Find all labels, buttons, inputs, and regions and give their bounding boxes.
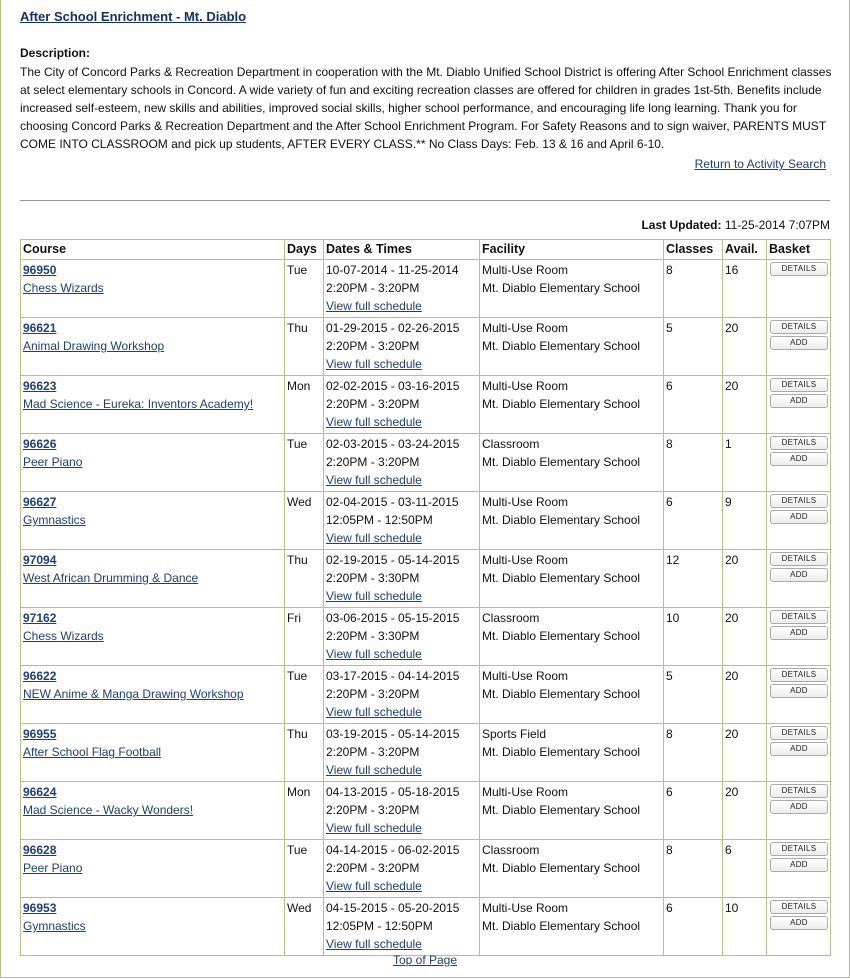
- date-range: 03-06-2015 - 05-15-2015: [326, 611, 460, 625]
- basket-cell: [767, 840, 831, 898]
- facility-school: Mt. Diablo Elementary School: [482, 281, 641, 295]
- view-schedule-link[interactable]: View full schedule: [326, 589, 422, 603]
- avail-cell: 6: [723, 840, 767, 898]
- basket-cell: [767, 898, 831, 956]
- course-cell: [21, 318, 285, 376]
- time-range: 2:20PM - 3:20PM: [326, 803, 420, 817]
- day-cell: Mon: [285, 782, 324, 840]
- table-header-row: [21, 240, 831, 260]
- table-row: [21, 782, 831, 840]
- classes-cell: 5: [664, 318, 723, 376]
- dates-cell: [324, 666, 480, 724]
- column-header-avail: Avail.: [723, 240, 767, 260]
- dates-cell: [324, 724, 480, 782]
- table-row: [21, 550, 831, 608]
- time-range: 12:05PM - 12:50PM: [326, 919, 433, 933]
- course-cell: [21, 782, 285, 840]
- basket-cell: [767, 550, 831, 608]
- avail-cell: 10: [723, 898, 767, 956]
- course-name-link[interactable]: Mad Science - Wacky Wonders!: [23, 803, 194, 817]
- basket-cell: [767, 434, 831, 492]
- time-range: 2:20PM - 3:30PM: [326, 629, 420, 643]
- course-cell: [21, 550, 285, 608]
- date-range: 02-19-2015 - 05-14-2015: [326, 553, 460, 567]
- details-button[interactable]: DETAILS: [770, 900, 828, 914]
- facility-cell: [480, 724, 664, 782]
- course-number-link[interactable]: 96953: [23, 901, 57, 915]
- facility-school: Mt. Diablo Elementary School: [482, 919, 641, 933]
- view-schedule-link[interactable]: View full schedule: [326, 937, 422, 951]
- day-cell: Thu: [285, 724, 324, 782]
- last-updated-label: Last Updated:: [641, 218, 722, 232]
- avail-cell: 20: [723, 376, 767, 434]
- date-range: 02-02-2015 - 03-16-2015: [326, 379, 460, 393]
- course-cell: [21, 376, 285, 434]
- view-schedule-link[interactable]: View full schedule: [326, 763, 422, 777]
- course-name-link[interactable]: Gymnastics: [23, 513, 86, 527]
- course-cell: [21, 492, 285, 550]
- day-cell: Tue: [285, 666, 324, 724]
- classes-cell: 5: [664, 666, 723, 724]
- column-header-facility: Facility: [480, 240, 664, 260]
- add-button[interactable]: ADD: [770, 916, 828, 930]
- course-name-link[interactable]: Mad Science - Eureka: Inventors Academy!: [23, 397, 254, 411]
- facility-cell: [480, 608, 664, 666]
- facility-cell: [480, 840, 664, 898]
- details-button[interactable]: DETAILS: [770, 784, 828, 798]
- course-cell: [21, 434, 285, 492]
- view-schedule-link[interactable]: View full schedule: [326, 299, 422, 313]
- facility-school: Mt. Diablo Elementary School: [482, 861, 641, 875]
- course-name-link[interactable]: Animal Drawing Workshop: [23, 339, 165, 353]
- dates-cell: [324, 434, 480, 492]
- add-button[interactable]: ADD: [770, 510, 828, 524]
- facility-school: Mt. Diablo Elementary School: [482, 571, 641, 585]
- classes-cell: 8: [664, 260, 723, 318]
- course-name-link[interactable]: After School Flag Football: [23, 745, 162, 759]
- dates-cell: [324, 898, 480, 956]
- dates-cell: [324, 840, 480, 898]
- course-cell: [21, 260, 285, 318]
- course-name-link[interactable]: Chess Wizards: [23, 629, 104, 643]
- course-number-link[interactable]: 96950: [23, 263, 57, 277]
- facility-room: Multi-Use Room: [482, 901, 569, 915]
- avail-cell: 9: [723, 492, 767, 550]
- day-cell: Wed: [285, 492, 324, 550]
- classes-cell: 6: [664, 492, 723, 550]
- facility-cell: [480, 666, 664, 724]
- facility-room: Multi-Use Room: [482, 321, 569, 335]
- facility-cell: [480, 318, 664, 376]
- details-button[interactable]: DETAILS: [770, 668, 828, 682]
- date-range: 01-29-2015 - 02-26-2015: [326, 321, 460, 335]
- course-number-link[interactable]: 96621: [23, 321, 57, 335]
- column-header-course: Course: [21, 240, 285, 260]
- description-text: The City of Concord Parks & Recreation Department in cooperation with the Mt. Diablo Unified School District is offering After School Enrichment classes at select elementary schools in Concord. A wide variety of fun and exciting recreation classes are offered for children in grades 1st-5th. Benefits include increased self-esteem, new skills and abilities, improved social skills, higher school performance, and encouraging life long learning. Thank you for choosing Concord Parks & Recreation Department and the After School Enrichment Program. For Safety Reasons and to sign waiver, PARENTS MUST COME INTO CLASSROOM and pick up students, AFTER EVERY CLASS.** No Class Days: Feb. 13 & 16 and April 6-10.: [20, 65, 832, 151]
- course-name-link[interactable]: Chess Wizards: [23, 281, 104, 295]
- facility-room: Classroom: [482, 437, 540, 451]
- facility-school: Mt. Diablo Elementary School: [482, 803, 641, 817]
- details-button[interactable]: DETAILS: [770, 494, 828, 508]
- time-range: 12:05PM - 12:50PM: [326, 513, 433, 527]
- add-button[interactable]: ADD: [770, 800, 828, 814]
- time-range: 2:20PM - 3:20PM: [326, 339, 420, 353]
- avail-cell: 1: [723, 434, 767, 492]
- facility-cell: [480, 260, 664, 318]
- avail-cell: 20: [723, 724, 767, 782]
- day-cell: Fri: [285, 608, 324, 666]
- table-row: [21, 666, 831, 724]
- add-button[interactable]: ADD: [770, 684, 828, 698]
- view-schedule-link[interactable]: View full schedule: [326, 647, 422, 661]
- facility-school: Mt. Diablo Elementary School: [482, 745, 641, 759]
- course-name-link[interactable]: Peer Piano: [23, 861, 83, 875]
- details-button[interactable]: DETAILS: [770, 610, 828, 624]
- dates-cell: [324, 550, 480, 608]
- day-cell: Thu: [285, 318, 324, 376]
- table-row: [21, 318, 831, 376]
- facility-room: Sports Field: [482, 727, 547, 741]
- dates-cell: [324, 492, 480, 550]
- course-cell: [21, 666, 285, 724]
- add-button[interactable]: ADD: [770, 568, 828, 582]
- facility-room: Multi-Use Room: [482, 263, 569, 277]
- column-header-basket: Basket: [767, 240, 831, 260]
- dates-cell: [324, 260, 480, 318]
- details-button[interactable]: DETAILS: [770, 842, 828, 856]
- basket-cell: [767, 376, 831, 434]
- avail-cell: 20: [723, 666, 767, 724]
- course-cell: [21, 898, 285, 956]
- table-row: [21, 840, 831, 898]
- basket-cell: [767, 492, 831, 550]
- course-number-link[interactable]: 96622: [23, 669, 57, 683]
- time-range: 2:20PM - 3:20PM: [326, 397, 420, 411]
- column-header-days: Days: [285, 240, 324, 260]
- date-range: 10-07-2014 - 11-25-2014: [326, 263, 459, 277]
- date-range: 04-15-2015 - 05-20-2015: [326, 901, 460, 915]
- classes-cell: 6: [664, 782, 723, 840]
- view-schedule-link[interactable]: View full schedule: [326, 821, 422, 835]
- basket-cell: [767, 724, 831, 782]
- classes-cell: 12: [664, 550, 723, 608]
- facility-cell: [480, 782, 664, 840]
- view-schedule-link[interactable]: View full schedule: [326, 357, 422, 371]
- details-button[interactable]: DETAILS: [770, 262, 828, 276]
- add-button[interactable]: ADD: [770, 452, 828, 466]
- facility-school: Mt. Diablo Elementary School: [482, 513, 641, 527]
- date-range: 02-04-2015 - 03-11-2015: [326, 495, 459, 509]
- table-row: [21, 434, 831, 492]
- course-number-link[interactable]: 96624: [23, 785, 57, 799]
- view-schedule-link[interactable]: View full schedule: [326, 705, 422, 719]
- facility-school: Mt. Diablo Elementary School: [482, 339, 641, 353]
- day-cell: Tue: [285, 434, 324, 492]
- date-range: 04-13-2015 - 05-18-2015: [326, 785, 460, 799]
- classes-cell: 6: [664, 898, 723, 956]
- time-range: 2:20PM - 3:20PM: [326, 281, 420, 295]
- course-cell: [21, 724, 285, 782]
- facility-room: Classroom: [482, 843, 540, 857]
- course-number-link[interactable]: 97162: [23, 611, 57, 625]
- facility-cell: [480, 492, 664, 550]
- table-row: [21, 898, 831, 956]
- table-row: [21, 608, 831, 666]
- dates-cell: [324, 376, 480, 434]
- course-number-link[interactable]: 96955: [23, 727, 57, 741]
- basket-cell: [767, 260, 831, 318]
- classes-cell: 8: [664, 724, 723, 782]
- details-button[interactable]: DETAILS: [770, 378, 828, 392]
- courses-table: [20, 239, 831, 956]
- day-cell: Mon: [285, 376, 324, 434]
- basket-cell: [767, 318, 831, 376]
- course-cell: [21, 608, 285, 666]
- dates-cell: [324, 318, 480, 376]
- details-button[interactable]: DETAILS: [770, 726, 828, 740]
- facility-school: Mt. Diablo Elementary School: [482, 455, 641, 469]
- day-cell: Wed: [285, 898, 324, 956]
- time-range: 2:20PM - 3:20PM: [326, 455, 420, 469]
- course-name-link[interactable]: Gymnastics: [23, 919, 86, 933]
- course-name-link[interactable]: NEW Anime & Manga Drawing Workshop: [23, 687, 244, 701]
- course-name-link[interactable]: Peer Piano: [23, 455, 83, 469]
- day-cell: Thu: [285, 550, 324, 608]
- column-header-classes: Classes: [664, 240, 723, 260]
- add-button[interactable]: ADD: [770, 336, 828, 350]
- table-row: [21, 260, 831, 318]
- avail-cell: 20: [723, 782, 767, 840]
- view-schedule-link[interactable]: View full schedule: [326, 415, 422, 429]
- table-row: [21, 492, 831, 550]
- time-range: 2:20PM - 3:20PM: [326, 861, 420, 875]
- dates-cell: [324, 782, 480, 840]
- basket-cell: [767, 608, 831, 666]
- details-button[interactable]: DETAILS: [770, 552, 828, 566]
- course-number-link[interactable]: 97094: [23, 553, 57, 567]
- page-title[interactable]: After School Enrichment - Mt. Diablo: [20, 9, 247, 24]
- facility-room: Classroom: [482, 611, 540, 625]
- facility-room: Multi-Use Room: [482, 379, 569, 393]
- view-schedule-link[interactable]: View full schedule: [326, 473, 422, 487]
- table-row: [21, 724, 831, 782]
- top-of-page: [0, 953, 850, 967]
- return-to-search-link[interactable]: Return to Activity Search: [694, 157, 826, 171]
- details-button[interactable]: DETAILS: [770, 436, 828, 450]
- avail-cell: 20: [723, 318, 767, 376]
- description-label: Description:: [20, 46, 91, 60]
- course-number-link[interactable]: 96628: [23, 843, 57, 857]
- day-cell: Tue: [285, 260, 324, 318]
- facility-school: Mt. Diablo Elementary School: [482, 629, 641, 643]
- facility-school: Mt. Diablo Elementary School: [482, 397, 641, 411]
- avail-cell: 20: [723, 550, 767, 608]
- facility-room: Multi-Use Room: [482, 495, 569, 509]
- avail-cell: 20: [723, 608, 767, 666]
- time-range: 2:20PM - 3:20PM: [326, 745, 420, 759]
- time-range: 2:20PM - 3:20PM: [326, 687, 420, 701]
- column-header-dates: Dates & Times: [324, 240, 480, 260]
- details-button[interactable]: DETAILS: [770, 320, 828, 334]
- day-cell: Tue: [285, 840, 324, 898]
- add-button[interactable]: ADD: [770, 394, 828, 408]
- facility-school: Mt. Diablo Elementary School: [482, 687, 641, 701]
- facility-room: Multi-Use Room: [482, 553, 569, 567]
- classes-cell: 10: [664, 608, 723, 666]
- view-schedule-link[interactable]: View full schedule: [326, 879, 422, 893]
- date-range: 03-19-2015 - 05-14-2015: [326, 727, 460, 741]
- facility-cell: [480, 434, 664, 492]
- facility-room: Multi-Use Room: [482, 669, 569, 683]
- top-of-page-link[interactable]: Top of Page: [392, 953, 458, 967]
- divider: [20, 200, 830, 201]
- course-number-link[interactable]: 96626: [23, 437, 57, 451]
- classes-cell: 8: [664, 434, 723, 492]
- course-name-link[interactable]: West African Drumming & Dance: [23, 571, 199, 585]
- time-range: 2:20PM - 3:30PM: [326, 571, 420, 585]
- date-range: 03-17-2015 - 04-14-2015: [326, 669, 460, 683]
- classes-cell: 6: [664, 376, 723, 434]
- course-number-link[interactable]: 96627: [23, 495, 57, 509]
- dates-cell: [324, 608, 480, 666]
- add-button[interactable]: ADD: [770, 626, 828, 640]
- facility-room: Multi-Use Room: [482, 785, 569, 799]
- facility-cell: [480, 550, 664, 608]
- date-range: 04-14-2015 - 06-02-2015: [326, 843, 460, 857]
- avail-cell: 16: [723, 260, 767, 318]
- view-schedule-link[interactable]: View full schedule: [326, 531, 422, 545]
- basket-cell: [767, 666, 831, 724]
- classes-cell: 8: [664, 840, 723, 898]
- add-button[interactable]: ADD: [770, 742, 828, 756]
- course-number-link[interactable]: 96623: [23, 379, 57, 393]
- last-updated-value: 11-25-2014 7:07PM: [724, 218, 830, 232]
- facility-cell: [480, 376, 664, 434]
- date-range: 02-03-2015 - 03-24-2015: [326, 437, 460, 451]
- facility-cell: [480, 898, 664, 956]
- course-cell: [21, 840, 285, 898]
- basket-cell: [767, 782, 831, 840]
- add-button[interactable]: ADD: [770, 858, 828, 872]
- table-row: [21, 376, 831, 434]
- last-updated: [641, 218, 830, 232]
